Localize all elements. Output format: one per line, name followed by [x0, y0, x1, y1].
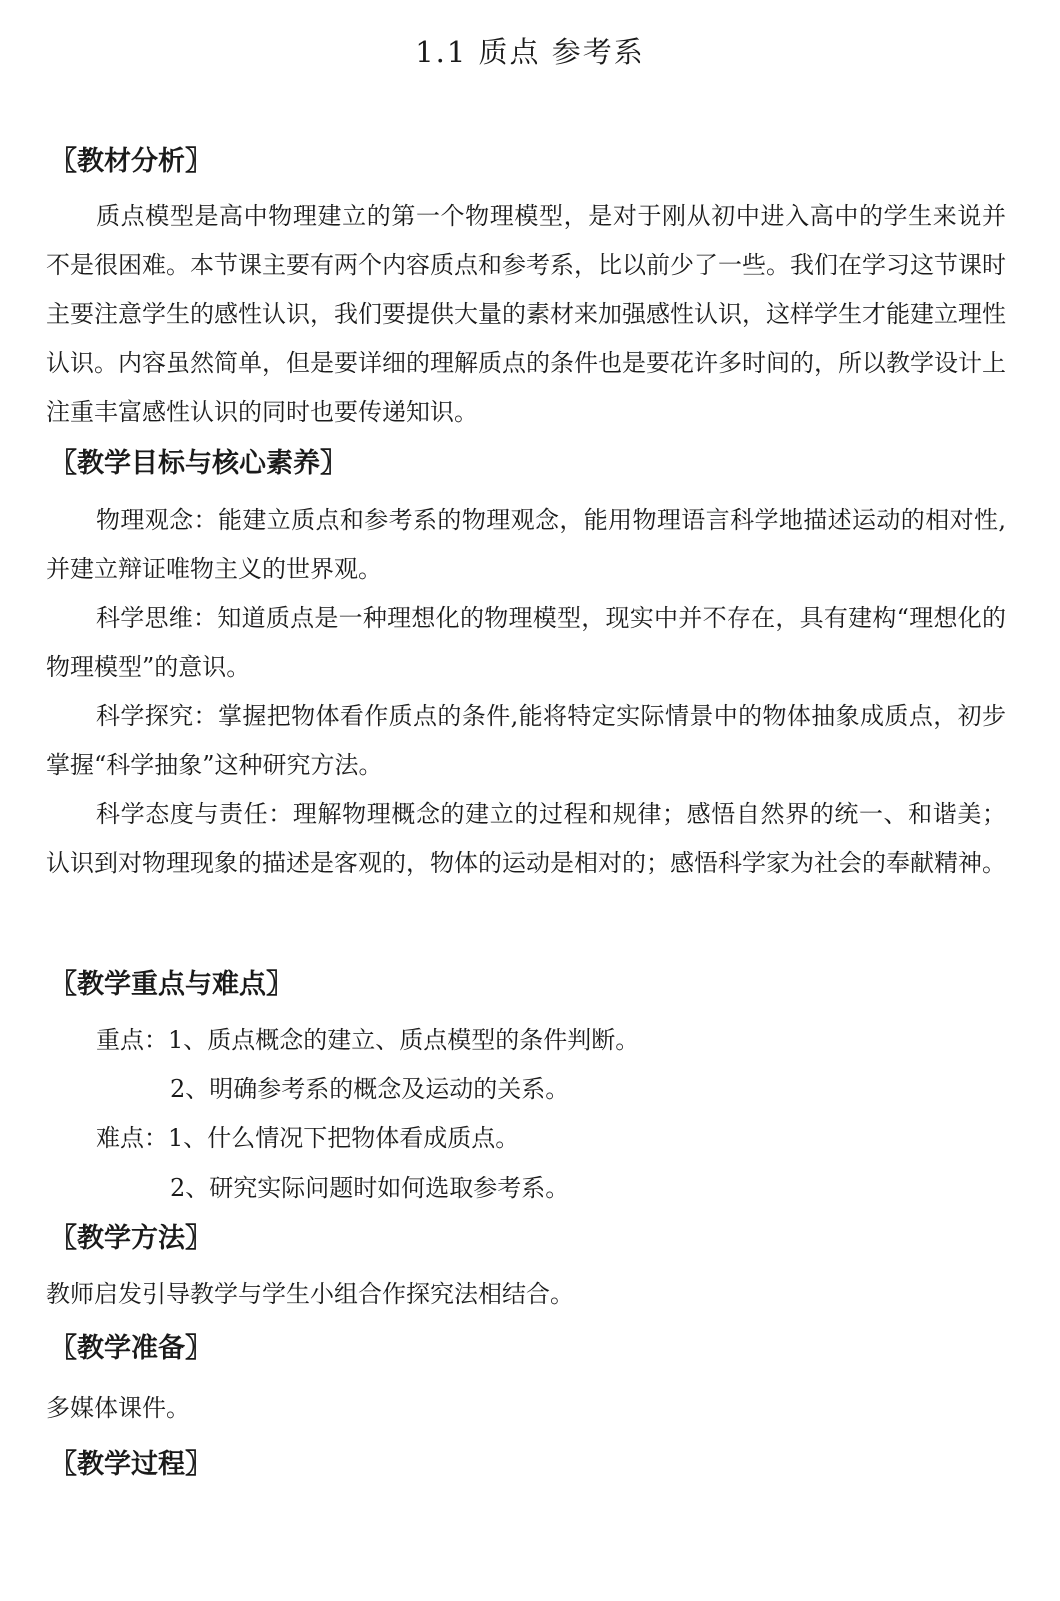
- difficulty-line-1: 难点：1、什么情况下把物体看成质点。: [96, 1124, 520, 1152]
- goal-scientific-thinking: 科学思维：知道质点是一种理想化的物理模型，现实中并不存在，具有建构“理想化的物理模型”的意识。: [46, 604, 1006, 681]
- goal-scientific-inquiry: 科学探究：掌握把物体看作质点的条件,能将特定实际情景中的物体抽象成质点，初步掌握“科学抽象”这种研究方法。: [46, 702, 1006, 779]
- section-heading-preparation: 〖教学准备〗: [50, 1333, 212, 1364]
- analysis-paragraph: 质点模型是高中物理建立的第一个物理模型，是对于刚从初中进入高中的学生来说并不是很困难。本节课主要有两个内容质点和参考系，比以前少了一些。我们在学习这节课时主要注意学生的感性认识，我们要提供大量的素材来加强感性认识，这样学生才能建立理性认识。内容虽然简单，但是要详细的理解质点的条件也是要花许多时间的，所以教学设计上注重丰富感性认识的同时也要传递知识。: [46, 202, 1006, 426]
- key-point-line-1: 重点：1、质点概念的建立、质点模型的条件判断。: [96, 1026, 640, 1054]
- goal-physics-concept: 物理观念：能建立质点和参考系的物理观念，能用物理语言科学地描述运动的相对性,并建立辩证唯物主义的世界观。: [46, 506, 1006, 583]
- section-heading-goals: 〖教学目标与核心素养〗: [50, 448, 347, 479]
- section-heading-key-points: 〖教学重点与难点〗: [50, 969, 293, 1000]
- page-title: 1.1 质点 参考系: [415, 35, 645, 69]
- section-heading-analysis: 〖教材分析〗: [50, 146, 212, 177]
- difficulty-line-2: 2、研究实际问题时如何选取参考系。: [170, 1174, 570, 1202]
- section-heading-process: 〖教学过程〗: [50, 1449, 212, 1480]
- key-point-line-2: 2、明确参考系的概念及运动的关系。: [170, 1075, 570, 1103]
- preparation-text: 多媒体课件。: [46, 1394, 190, 1422]
- section-heading-methods: 〖教学方法〗: [50, 1223, 212, 1254]
- methods-text: 教师启发引导教学与学生小组合作探究法相结合。: [46, 1280, 574, 1308]
- goal-attitude-responsibility: 科学态度与责任：理解物理概念的建立的过程和规律；感悟自然界的统一、和谐美；认识到对物理现象的描述是客观的，物体的运动是相对的；感悟科学家为社会的奉献精神。: [46, 800, 1006, 877]
